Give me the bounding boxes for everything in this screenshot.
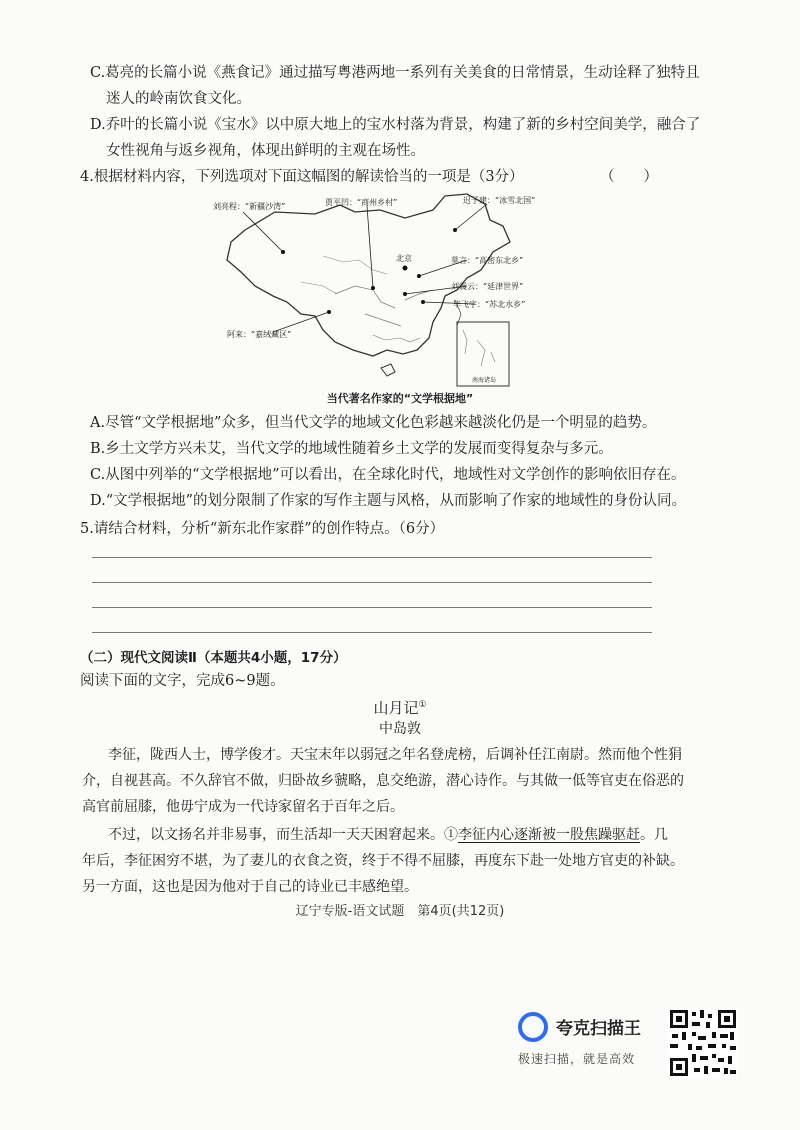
article-title — [0, 694, 800, 719]
para1-line3: 高官前屈膝，他毋宁成为一代诗家留名于百年之后。 — [82, 799, 404, 815]
para2-line3: 另一方面，这也是因为他对于自己的诗业已丰感绝望。 — [82, 879, 418, 895]
brand-slogan: 极速扫描，就是高效 — [518, 1052, 636, 1066]
q4-option-d: D.“文学根据地”的划分限制了作家的写作主题与风格，从而影响了作家的地域性的身份认同。 — [90, 493, 687, 509]
option-d-line1: D.乔叶的长篇小说《宝水》以中原大地上的宝水村落为背景，构建了新的乡村空间美学，融合了 — [90, 117, 701, 133]
para1-line2: 介，自视甚高。不久辞官不做，归卧故乡虢略，息交绝游，潜心诗作。与其做一低等官吏在俗恶的 — [82, 773, 684, 789]
option-d-line2: 女性视角与返乡视角，体现出鲜明的主观在场性。 — [106, 143, 425, 159]
label-jia-pingwa: 贾平凹：“商州乡村” — [325, 198, 398, 207]
map-caption: 当代著名作家的“文学根据地” — [326, 392, 474, 405]
q4-option-c: C.从图中列举的“文学根据地”可以看出，在全球化时代，地域性对文学创作的影响依旧存在。 — [90, 467, 686, 483]
literary-map — [205, 190, 575, 395]
label-a-lai: 阿来：“嘉绒藏区” — [227, 330, 292, 339]
section-2-title: （二）现代文阅读Ⅱ（本题共4小题，17分） — [80, 650, 347, 666]
label-inset: 南海诸岛 — [472, 377, 497, 384]
para1-line1: 李征，陇西人士，博学俊才。天宝末年以弱冠之年名登虎榜，后调补任江南尉。然而他个性狷 — [108, 747, 682, 763]
para2-line1 — [108, 822, 668, 848]
label-chi-zijian: 迟子建：“冰雪北国” — [463, 196, 536, 205]
label-beijing: 北京 — [396, 254, 412, 263]
sentence-marker-1: ① — [444, 827, 458, 843]
china-map-graphic — [205, 190, 575, 395]
option-c-line1: C.葛亮的长篇小说《燕食记》通过描写粤港两地一系列有关美食的日常情景，生动诠释了独特且 — [90, 65, 700, 81]
label-liu-liangcheng: 刘亮程：“新疆沙湾” — [213, 202, 286, 211]
option-c-line2: 迷人的岭南饮食文化。 — [106, 91, 251, 107]
brand-name: 夸克扫描王 — [556, 1019, 641, 1039]
para2-line1-post: 。几 — [640, 827, 668, 843]
q4-option-b: B.乡土文学方兴未艾，当代文学的地域性随着乡土文学的发展而变得复杂与多元。 — [90, 441, 613, 457]
label-liu-zhenyun: 刘震云：“延津世界” — [451, 282, 524, 291]
article-title-text: 山月记 — [373, 699, 419, 717]
answer-line-3[interactable] — [92, 607, 652, 608]
article-author: 中岛敦 — [379, 721, 421, 737]
section-2-instruction: 阅读下面的文字，完成6~9题。 — [80, 673, 285, 689]
question-5-stem: 5.请结合材料，分析“新东北作家群”的创作特点。（6分） — [80, 521, 445, 537]
quark-logo-icon — [518, 1012, 548, 1042]
answer-line-2[interactable] — [92, 582, 652, 583]
label-bi-feiyu: 毕飞宇：“苏北水乡” — [453, 300, 526, 309]
qr-code-icon — [668, 1008, 738, 1078]
answer-line-4[interactable] — [92, 632, 652, 633]
article-footnote-mark: ① — [418, 700, 427, 710]
q4-option-a: A.尽管“文学根据地”众多，但当代文学的地域文化色彩越来越淡化仍是一个明显的趋势。 — [90, 415, 657, 431]
answer-paren: （ ） — [600, 169, 658, 185]
answer-line-1[interactable] — [92, 557, 652, 558]
para2-line2: 年后，李征困穷不堪，为了妻儿的衣食之资，终于不得不屈膝，再度东下赴一处地方官吏的补缺。 — [82, 853, 684, 869]
label-mo-yan: 莫言：“高密东北乡” — [451, 256, 524, 265]
page-footer: 辽宁专版-语文试题 第4页(共12页) — [295, 904, 505, 919]
underlined-sentence-1: 李征内心逐渐被一股焦躁驱赶 — [458, 827, 640, 843]
question-4-stem: 4.根据材料内容，下列选项对下面这幅图的解读恰当的一项是（3分） — [80, 169, 524, 185]
para2-line1-pre: 不过，以文扬名并非易事，而生活却一天天困窘起来。 — [108, 827, 444, 843]
